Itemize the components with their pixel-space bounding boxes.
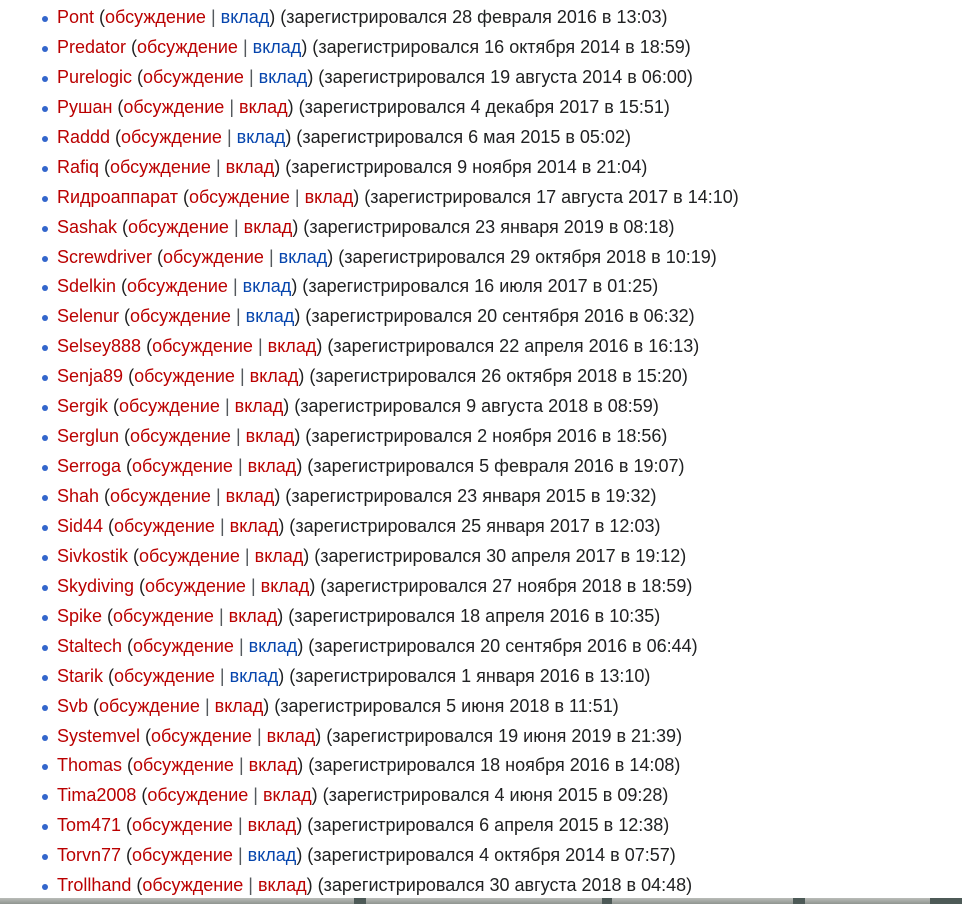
- contrib-link[interactable]: вклад: [242, 276, 292, 297]
- contrib-link[interactable]: вклад: [258, 66, 308, 87]
- user-link[interactable]: Starik: [57, 665, 104, 686]
- link-separator: |: [244, 545, 250, 566]
- user-link[interactable]: Sid44: [57, 515, 104, 536]
- contrib-link[interactable]: вклад: [243, 216, 293, 237]
- user-link[interactable]: Selenur: [57, 306, 120, 327]
- user-list-item: Trollhand (обсуждение | вклад) (зарегистрировался 30 августа 2018 в 04:48): [42, 871, 739, 901]
- user-list-item: Sashak (обсуждение | вклад) (зарегистрировался 23 января 2019 в 08:18): [42, 213, 739, 243]
- user-list-item: Predator (обсуждение | вклад) (зарегистрировался 16 октября 2014 в 18:59): [42, 33, 739, 63]
- bullet-icon: [42, 196, 48, 202]
- bullet-icon: [42, 375, 48, 381]
- registration-date: зарегистрировался 2 ноября 2016 в 18:56: [311, 426, 662, 447]
- talk-link[interactable]: обсуждение: [188, 186, 290, 207]
- bullet-icon: [42, 285, 48, 291]
- user-list-item: Starik (обсуждение | вклад) (зарегистрировался 1 января 2016 в 13:10): [42, 662, 739, 692]
- user-list-item: Raddd (обсуждение | вклад) (зарегистрировался 6 мая 2015 в 05:02): [42, 123, 739, 153]
- registration-date: зарегистрировался 19 августа 2014 в 06:00: [324, 66, 687, 87]
- bullet-icon: [42, 76, 48, 82]
- bullet-icon: [42, 525, 48, 531]
- talk-link[interactable]: обсуждение: [152, 336, 253, 357]
- bullet-icon: [42, 495, 48, 501]
- user-list-item: Rидроаппарат (обсуждение | вклад) (зарегистрировался 17 августа 2017 в 14:10): [42, 183, 739, 213]
- bullet-icon: [42, 615, 48, 621]
- link-separator: |: [257, 336, 263, 357]
- bullet-icon: [42, 675, 48, 681]
- talk-link[interactable]: обсуждение: [121, 126, 222, 147]
- user-link[interactable]: Torvn77: [57, 845, 122, 866]
- registration-date: зарегистрировался 16 октября 2014 в 18:59: [318, 36, 685, 57]
- bullet-icon: [42, 764, 48, 770]
- user-link[interactable]: Systemvel: [57, 725, 141, 746]
- user-link[interactable]: Serroga: [57, 456, 122, 477]
- contrib-link[interactable]: вклад: [257, 875, 307, 896]
- bullet-icon: [42, 136, 48, 142]
- user-list-item: Sivkostik (обсуждение | вклад) (зарегистрировался 30 апреля 2017 в 19:12): [42, 542, 739, 572]
- user-link[interactable]: Sergik: [57, 396, 109, 417]
- talk-link[interactable]: обсуждение: [134, 366, 235, 387]
- user-list-item: Skydiving (обсуждение | вклад) (зарегистрировался 27 ноября 2018 в 18:59): [42, 572, 739, 602]
- talk-link[interactable]: обсуждение: [99, 695, 200, 716]
- link-separator: |: [242, 36, 248, 57]
- user-list-item: Shah (обсуждение | вклад) (зарегистрировался 23 января 2015 в 19:32): [42, 482, 739, 512]
- registration-date: зарегистрировался 19 июня 2019 в 21:39: [332, 725, 677, 746]
- user-list-item: Purelogic (обсуждение | вклад) (зарегистрировался 19 августа 2014 в 06:00): [42, 63, 739, 93]
- talk-link[interactable]: обсуждение: [130, 306, 231, 327]
- user-link[interactable]: Purelogic: [57, 66, 133, 87]
- contrib-link[interactable]: вклад: [225, 156, 275, 177]
- user-list-item: Torvn77 (обсуждение | вклад) (зарегистрировался 4 октября 2014 в 07:57): [42, 841, 739, 871]
- user-link[interactable]: Trollhand: [57, 875, 132, 896]
- user-link[interactable]: Screwdriver: [57, 246, 153, 267]
- link-separator: |: [237, 815, 243, 836]
- contrib-link[interactable]: вклад: [278, 246, 328, 267]
- user-link[interactable]: Svb: [57, 695, 89, 716]
- contrib-link[interactable]: вклад: [267, 336, 317, 357]
- contrib-link[interactable]: вклад: [247, 456, 297, 477]
- link-separator: |: [224, 396, 230, 417]
- contrib-link[interactable]: вклад: [252, 36, 302, 57]
- contrib-link[interactable]: вклад: [260, 575, 310, 596]
- user-list: [42, 3, 739, 901]
- registration-date: зарегистрировался 23 января 2015 в 19:32: [291, 486, 651, 506]
- registration-date: зарегистрировался 4 июня 2015 в 09:28: [328, 785, 663, 806]
- talk-link[interactable]: обсуждение: [105, 7, 206, 27]
- user-list-item: Senja89 (обсуждение | вклад) (зарегистрировался 26 октября 2018 в 15:20): [42, 362, 739, 392]
- contrib-link[interactable]: вклад: [225, 486, 275, 506]
- registration-date: зарегистрировался 4 декабря 2017 в 15:51: [304, 96, 664, 117]
- bullet-icon: [42, 46, 48, 52]
- contrib-link[interactable]: вклад: [248, 755, 298, 776]
- bullet-icon: [42, 645, 48, 651]
- registration-date: зарегистрировался 26 октября 2018 в 15:20: [315, 366, 682, 387]
- user-link[interactable]: Thomas: [57, 755, 123, 776]
- user-link[interactable]: Rafiq: [57, 156, 100, 177]
- talk-link[interactable]: обсуждение: [114, 515, 215, 536]
- user-link[interactable]: Sivkostik: [57, 545, 129, 566]
- link-separator: |: [294, 186, 300, 207]
- user-list-item: Spike (обсуждение | вклад) (зарегистрировался 18 апреля 2016 в 10:35): [42, 602, 739, 632]
- registration-date: зарегистрировался 30 августа 2018 в 04:48: [323, 875, 687, 896]
- link-separator: |: [215, 156, 221, 177]
- bullet-icon: [42, 735, 48, 741]
- contrib-link[interactable]: вклад: [239, 96, 288, 117]
- bullet-icon: [42, 705, 48, 711]
- bullet-icon: [42, 824, 48, 830]
- user-link[interactable]: Serglun: [57, 426, 120, 447]
- bullet-icon: [42, 315, 48, 321]
- registration-date: зарегистрировался 29 октября 2018 в 10:19: [344, 246, 711, 267]
- link-separator: |: [219, 515, 225, 536]
- link-separator: |: [233, 216, 239, 237]
- talk-link[interactable]: обсуждение: [147, 785, 249, 806]
- talk-link[interactable]: обсуждение: [143, 66, 244, 87]
- link-separator: |: [215, 486, 221, 506]
- user-link[interactable]: Staltech: [57, 635, 123, 656]
- talk-link[interactable]: обсуждение: [133, 635, 234, 656]
- bullet-icon: [42, 465, 48, 471]
- registration-date: зарегистрировался 23 января 2019 в 08:18: [309, 216, 669, 237]
- contrib-link[interactable]: вклад: [247, 815, 297, 836]
- user-link[interactable]: Pont: [57, 7, 95, 27]
- talk-link[interactable]: обсуждение: [114, 665, 215, 686]
- registration-date: зарегистрировался 27 ноября 2018 в 18:59: [326, 575, 687, 596]
- talk-link[interactable]: обсуждение: [123, 96, 225, 117]
- registration-date: зарегистрировался 5 июня 2018 в 11:51: [280, 695, 613, 716]
- contrib-link[interactable]: вклад: [266, 725, 316, 746]
- registration-date: зарегистрировался 6 мая 2015 в 05:02: [302, 126, 625, 147]
- link-separator: |: [268, 246, 274, 267]
- contrib-link[interactable]: вклад: [304, 186, 354, 207]
- link-separator: |: [237, 845, 243, 866]
- talk-link[interactable]: обсуждение: [132, 845, 233, 866]
- user-list-item: Systemvel (обсуждение | вклад) (зарегистрировался 19 июня 2019 в 21:39): [42, 722, 739, 752]
- user-link[interactable]: Predator: [57, 36, 127, 57]
- user-list-item: Serroga (обсуждение | вклад) (зарегистрировался 5 февраля 2016 в 19:07): [42, 452, 739, 482]
- contrib-link[interactable]: вклад: [245, 306, 295, 327]
- registration-date: зарегистрировался 4 октября 2014 в 07:57: [313, 845, 670, 866]
- bullet-icon: [42, 106, 48, 112]
- registration-date: зарегистрировался 22 апреля 2016 в 16:13: [333, 336, 694, 357]
- talk-link[interactable]: обсуждение: [145, 575, 246, 596]
- talk-link[interactable]: обсуждение: [132, 456, 233, 477]
- user-list-item: Sid44 (обсуждение | вклад) (зарегистрировался 25 января 2017 в 12:03): [42, 512, 739, 542]
- talk-link[interactable]: обсуждение: [110, 486, 211, 506]
- contrib-link[interactable]: вклад: [228, 605, 278, 626]
- bullet-icon: [42, 794, 48, 800]
- bullet-icon: [42, 435, 48, 441]
- link-separator: |: [235, 426, 241, 447]
- link-separator: |: [250, 575, 256, 596]
- talk-link[interactable]: обсуждение: [151, 725, 252, 746]
- link-separator: |: [248, 66, 254, 87]
- user-link[interactable]: Selsey888: [57, 336, 142, 357]
- talk-link[interactable]: обсуждение: [139, 545, 240, 566]
- bullet-icon: [42, 166, 48, 172]
- user-list-item: Sdelkin (обсуждение | вклад) (зарегистрировался 16 июля 2017 в 01:25): [42, 272, 739, 302]
- link-separator: |: [235, 306, 241, 327]
- user-list-item: Screwdriver (обсуждение | вклад) (зарегистрировался 29 октября 2018 в 10:19): [42, 243, 739, 273]
- link-separator: |: [210, 7, 216, 27]
- link-separator: |: [232, 276, 238, 297]
- contrib-link[interactable]: вклад: [254, 545, 304, 566]
- talk-link[interactable]: обсуждение: [130, 426, 231, 447]
- user-link[interactable]: Senja89: [57, 366, 124, 387]
- bottom-strip: [0, 898, 962, 904]
- bullet-icon: [42, 256, 48, 262]
- talk-link[interactable]: обсуждение: [142, 875, 244, 896]
- talk-link[interactable]: обсуждение: [119, 396, 220, 417]
- bullet-icon: [42, 226, 48, 232]
- link-separator: |: [237, 456, 243, 477]
- user-list-item: Pont (обсуждение | вклад) (зарегистрировался 28 февраля 2016 в 13:03): [42, 3, 739, 33]
- user-link[interactable]: Рушан: [57, 96, 113, 117]
- contrib-link[interactable]: вклад: [229, 515, 279, 536]
- link-separator: |: [238, 755, 244, 776]
- contrib-link[interactable]: вклад: [236, 126, 286, 147]
- user-list-item: Tima2008 (обсуждение | вклад) (зарегистрировался 4 июня 2015 в 09:28): [42, 781, 739, 811]
- talk-link[interactable]: обсуждение: [163, 246, 264, 267]
- registration-date: зарегистрировался 30 апреля 2017 в 19:12: [320, 545, 681, 566]
- bullet-icon: [42, 16, 48, 22]
- user-link[interactable]: Sashak: [57, 216, 118, 237]
- user-list-item: Selenur (обсуждение | вклад) (зарегистрировался 20 сентября 2016 в 06:32): [42, 302, 739, 332]
- registration-date: зарегистрировался 25 января 2017 в 12:03: [295, 515, 655, 536]
- talk-link[interactable]: обсуждение: [113, 605, 214, 626]
- contrib-link[interactable]: вклад: [247, 845, 297, 866]
- bullet-icon: [42, 345, 48, 351]
- user-link[interactable]: Skydiving: [57, 575, 135, 596]
- bullet-icon: [42, 884, 48, 890]
- user-link[interactable]: Shah: [57, 486, 100, 506]
- contrib-link[interactable]: вклад: [248, 635, 298, 656]
- user-list-item: Thomas (обсуждение | вклад) (зарегистрировался 18 ноября 2016 в 14:08): [42, 751, 739, 781]
- bullet-icon: [42, 854, 48, 860]
- user-link[interactable]: Tima2008: [57, 785, 137, 806]
- user-link[interactable]: Rидроаппарат: [57, 186, 178, 207]
- user-list-item: Staltech (обсуждение | вклад) (зарегистрировался 20 сентября 2016 в 06:44): [42, 632, 739, 662]
- talk-link[interactable]: обсуждение: [133, 755, 234, 776]
- contrib-link[interactable]: вклад: [245, 426, 295, 447]
- registration-date: зарегистрировался 9 августа 2018 в 08:59: [300, 396, 653, 417]
- link-separator: |: [239, 366, 245, 387]
- contrib-link[interactable]: вклад: [220, 7, 270, 27]
- talk-link[interactable]: обсуждение: [128, 216, 229, 237]
- link-separator: |: [204, 695, 210, 716]
- registration-date: зарегистрировался 5 февраля 2016 в 19:07: [313, 456, 679, 477]
- registration-date: зарегистрировался 20 сентября 2016 в 06:44: [314, 635, 692, 656]
- contrib-link[interactable]: вклад: [214, 695, 264, 716]
- contrib-link[interactable]: вклад: [234, 396, 284, 417]
- link-separator: |: [256, 725, 262, 746]
- registration-date: зарегистрировался 28 февраля 2016 в 13:03: [286, 7, 662, 27]
- registration-date: зарегистрировался 18 апреля 2016 в 10:35: [294, 605, 655, 626]
- contrib-link[interactable]: вклад: [229, 665, 279, 686]
- user-list-item: Svb (обсуждение | вклад) (зарегистрировался 5 июня 2018 в 11:51): [42, 692, 739, 722]
- link-separator: |: [226, 126, 232, 147]
- link-separator: |: [253, 785, 258, 806]
- bullet-icon: [42, 585, 48, 591]
- link-separator: |: [218, 605, 224, 626]
- talk-link[interactable]: обсуждение: [132, 815, 233, 836]
- contrib-link[interactable]: вклад: [262, 785, 312, 806]
- registration-date: зарегистрировался 18 ноября 2016 в 14:08: [314, 755, 675, 776]
- link-separator: |: [229, 96, 234, 117]
- user-link[interactable]: Tom471: [57, 815, 122, 836]
- talk-link[interactable]: обсуждение: [137, 36, 238, 57]
- registration-date: зарегистрировался 6 апреля 2015 в 12:38: [313, 815, 664, 836]
- user-link[interactable]: Sdelkin: [57, 276, 117, 297]
- talk-link[interactable]: обсуждение: [127, 276, 228, 297]
- registration-date: зарегистрировался 9 ноября 2014 в 21:04: [291, 156, 642, 177]
- link-separator: |: [248, 875, 253, 896]
- bullet-icon: [42, 405, 48, 411]
- registration-date: зарегистрировался 20 сентября 2016 в 06:32: [311, 306, 689, 327]
- registration-date: зарегистрировался 16 июля 2017 в 01:25: [308, 276, 653, 297]
- contrib-link[interactable]: вклад: [249, 366, 299, 387]
- bullet-icon: [42, 555, 48, 561]
- user-list-item: Рушан (обсуждение | вклад) (зарегистрировался 4 декабря 2017 в 15:51): [42, 93, 739, 123]
- user-list-item: Tom471 (обсуждение | вклад) (зарегистрировался 6 апреля 2015 в 12:38): [42, 811, 739, 841]
- registration-date: зарегистрировался 1 января 2016 в 13:10: [295, 665, 645, 686]
- user-list-item: Sergik (обсуждение | вклад) (зарегистрировался 9 августа 2018 в 08:59): [42, 392, 739, 422]
- user-list-item: Rafiq (обсуждение | вклад) (зарегистрировался 9 ноября 2014 в 21:04): [42, 153, 739, 183]
- user-list-item: Selsey888 (обсуждение | вклад) (зарегистрировался 22 апреля 2016 в 16:13): [42, 332, 739, 362]
- link-separator: |: [238, 635, 244, 656]
- user-link[interactable]: Spike: [57, 605, 103, 626]
- link-separator: |: [219, 665, 225, 686]
- user-link[interactable]: Raddd: [57, 126, 111, 147]
- registration-date: зарегистрировался 17 августа 2017 в 14:10: [370, 186, 733, 207]
- talk-link[interactable]: обсуждение: [110, 156, 211, 177]
- user-list-item: Serglun (обсуждение | вклад) (зарегистрировался 2 ноября 2016 в 18:56): [42, 422, 739, 452]
